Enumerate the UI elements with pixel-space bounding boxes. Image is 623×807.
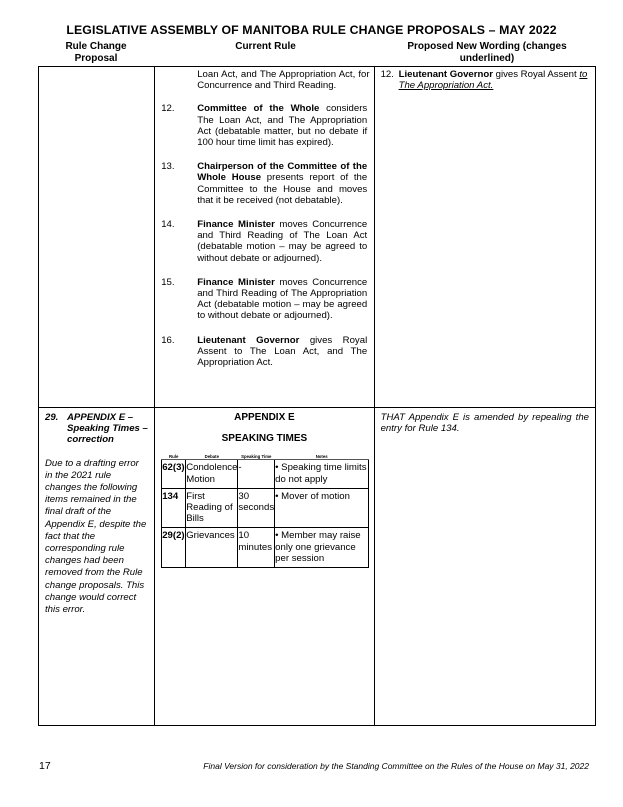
proposal-explanation: Due to a drafting error in the 2021 rule changes the following items remained in the final draft of the Appendix E, despite the fact that the corresponding rule changes had been removed from the Rule change proposals. This change would correct this error. <box>45 457 147 616</box>
rule-item-actor: Finance Minister <box>197 276 275 288</box>
proposed-item-number: 12. <box>380 69 394 80</box>
col-header-rule-change-line2: Proposal <box>74 53 118 64</box>
mini-cell-speaking-time: 30 seconds <box>238 488 275 528</box>
proposed-item-underlined: to The Appropriation Act. <box>398 69 588 92</box>
mini-cell-notes: • Mover of motion <box>275 488 369 528</box>
rule-item-number: 14. <box>161 219 175 231</box>
proposal-heading <box>39 408 154 446</box>
rule-item-text <box>197 335 367 369</box>
document-title: LEGISLATIVE ASSEMBLY OF MANITOBA RULE CHANGE PROPOSALS – MAY 2022 <box>66 23 557 37</box>
table-row <box>39 408 596 726</box>
row2-col3 <box>374 408 595 726</box>
rule-item-description: moves Concurrence and Third Reading of The Loan Act (debatable motion – may be agreed to without debate or adjourned). <box>197 219 368 264</box>
rule-item-text <box>197 161 367 206</box>
row1-col3 <box>374 67 595 408</box>
rule-item-description: considers The Loan Act, and The Appropriation Act (debatable matter, but no debate if 100 hour time limit has expired). <box>197 103 368 149</box>
col-header-current-rule: Current Rule <box>235 41 296 52</box>
proposal-heading-text: APPENDIX E – Speaking Times – correction <box>67 412 148 446</box>
rule-item <box>155 103 373 148</box>
rule-item-actor: Chairperson of the Committee of the Whole House <box>197 161 368 184</box>
row2-col2 <box>155 408 374 726</box>
table-row <box>162 528 369 568</box>
table-row <box>39 67 596 408</box>
rule-item-number: 16. <box>161 334 175 346</box>
mini-header-debate: Debate <box>186 454 238 460</box>
appendix-title: APPENDIX E <box>234 412 295 423</box>
footer-note: Final Version for consideration by the Standing Committee on the Rules of the House on May 31, 2022 <box>203 761 589 771</box>
rule-item <box>155 161 373 206</box>
mini-header-speaking-time: Speaking Time <box>238 454 275 460</box>
col-header-proposed-wording <box>378 41 596 65</box>
row2-col1 <box>39 408 155 726</box>
col-header-proposed-line2: underlined) <box>459 53 515 64</box>
speaking-times-body <box>162 460 369 568</box>
mini-cell-speaking-time: - <box>238 460 275 488</box>
mini-cell-speaking-time: 10 minutes <box>238 528 275 568</box>
mini-cell-debate: Condolence Motion <box>186 460 238 488</box>
proposed-amendment-text: THAT Appendix E is amended by repealing the entry for Rule 134. <box>380 412 589 435</box>
rule-item-text <box>197 219 367 264</box>
proposal-number: 29. <box>45 412 59 423</box>
table-row <box>162 488 369 528</box>
proposed-item-bold: Lieutenant Governor <box>398 69 493 80</box>
rule-item-number: 15. <box>161 276 175 288</box>
col-header-rule-change-line1: Rule Change <box>65 41 127 52</box>
mini-cell-debate: Grievances <box>186 528 238 568</box>
rule-item-description: gives Royal Assent to The Loan Act, and The Appropriation Act. <box>197 334 368 369</box>
rule-change-table <box>38 66 596 726</box>
mini-header-notes: Notes <box>275 454 369 460</box>
continued-text: Loan Act, and The Appropriation Act, for Concurrence and Third Reading. <box>197 69 370 92</box>
rule-item-description: presents report of the Committee to the House and moves that it be received (not debatable). <box>197 172 368 206</box>
rule-item-number: 12. <box>161 103 175 115</box>
appendix-subtitle: SPEAKING TIMES <box>221 433 308 445</box>
rule-item-actor: Finance Minister <box>197 219 275 231</box>
row1-col2 <box>155 67 374 408</box>
rule-item <box>155 219 373 264</box>
speaking-times-table <box>161 454 369 568</box>
rule-item-description: moves Concurrence and Third Reading of The Appropriation Act (debatable motion – may be agreed to without debate or adjourned). <box>197 276 368 322</box>
mini-header-rule: Rule <box>162 454 186 460</box>
rule-item <box>155 335 373 369</box>
proposed-item-text: gives Royal Assent <box>492 69 580 80</box>
mini-cell-rule: 134 <box>162 488 186 528</box>
rule-item-actor: Committee of the Whole <box>197 103 320 115</box>
mini-cell-notes: • Speaking time limits do not apply <box>275 460 369 488</box>
proposed-item-12 <box>375 67 595 91</box>
col-header-rule-change <box>40 41 152 65</box>
rule-item-number: 13. <box>161 161 175 173</box>
rule-item <box>155 277 373 322</box>
mini-cell-notes: • Member may raise only one grievance per session <box>275 528 369 568</box>
mini-cell-rule: 29(2) <box>162 528 186 568</box>
mini-cell-debate: First Reading of Bills <box>186 488 238 528</box>
rule-item-text <box>197 277 367 322</box>
table-row <box>162 460 369 488</box>
rule-items-list <box>155 103 373 368</box>
row1-col1 <box>39 67 155 408</box>
col-header-proposed-line1: Proposed New Wording (changes <box>407 41 567 52</box>
mini-cell-rule: 62(3) <box>162 460 186 488</box>
rule-item-actor: Lieutenant Governor <box>197 334 300 346</box>
page-number: 17 <box>39 760 51 772</box>
rule-item-text <box>197 103 367 148</box>
